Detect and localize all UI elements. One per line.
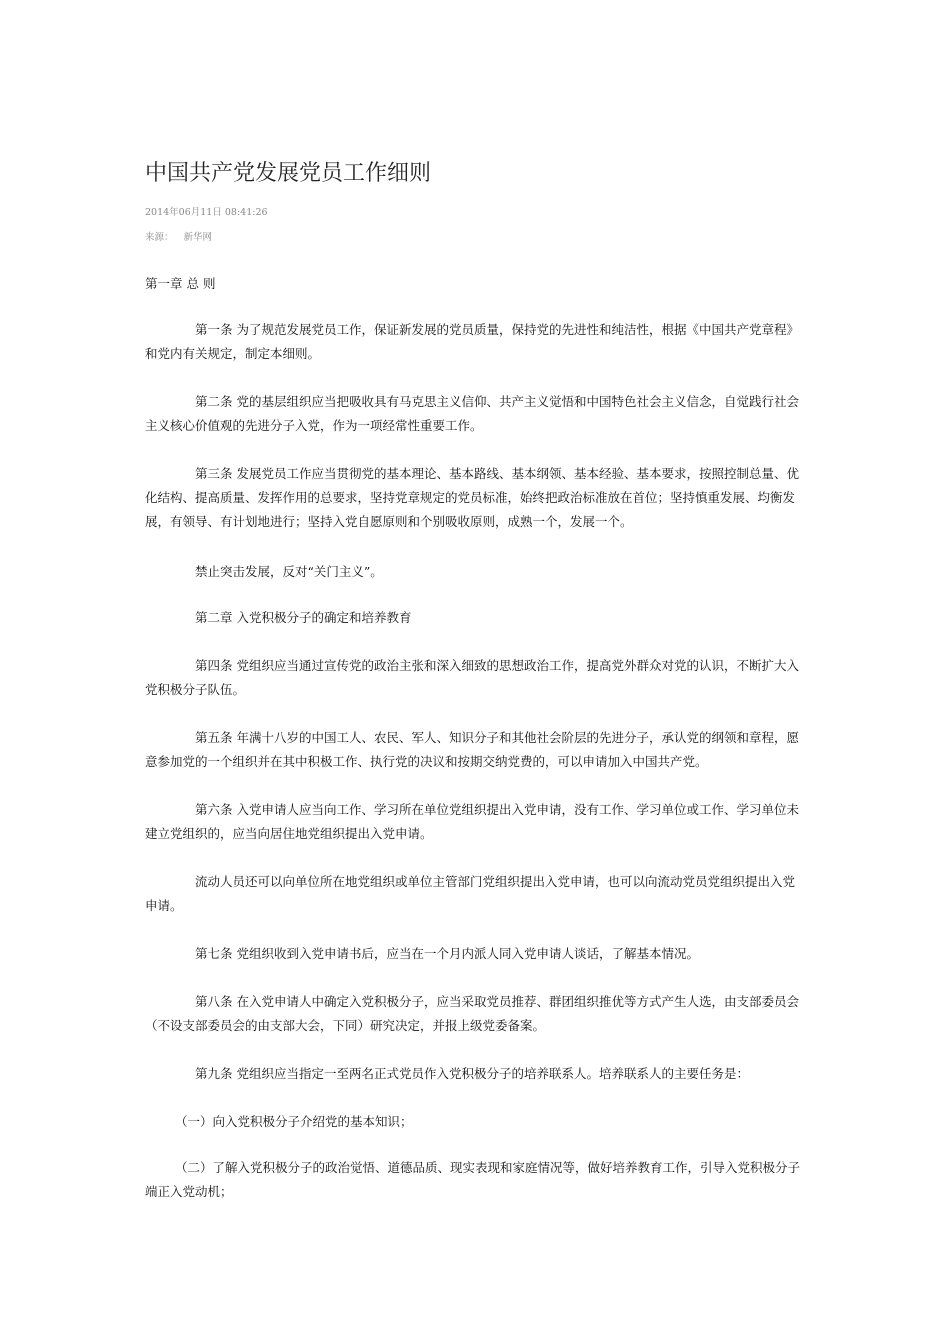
article-title: 中国共产党发展党员工作细则 <box>145 161 432 186</box>
list-item: （一）向入党积极分子介绍党的基本知识； <box>175 1114 413 1129</box>
source-label: 来源： <box>145 232 174 243</box>
source-line <box>145 229 212 243</box>
article-paragraph: 第一条 为了规范发展党员工作，保证新发展的党员质量，保持党的先进性和纯洁性，根据《中国共产党章程》和党内有关规定，制定本细则。 <box>145 322 799 361</box>
source-value: 新华网 <box>183 232 213 243</box>
chapter-heading: 第二章 入党积极分子的确定和培养教育 <box>195 610 412 625</box>
article-paragraph: 第八条 在入党申请人中确定入党积极分子，应当采取党员推荐、群团组织推优等方式产生人选，由支部委员会（不设支部委员会的由支部大会，下同）研究决定，并报上级党委备案。 <box>145 994 799 1033</box>
article-paragraph: 第六条 入党申请人应当向工作、学习所在单位党组织提出入党申请，没有工作、学习单位或工作、学习单位未建立党组织的，应当向居住地党组织提出入党申请。 <box>145 802 799 841</box>
article-paragraph: 第三条 发展党员工作应当贯彻党的基本理论、基本路线、基本纲领、基本经验、基本要求，按照控制总量、优化结构、提高质量、发挥作用的总要求，坚持党章规定的党员标准，始终把政治标准放在首位；坚持慎重发展、均衡发展，有领导、有计划地进行；坚持入党自愿原则和个别吸收原则，成熟一个，发展一个。 <box>145 466 799 529</box>
publish-date: 2014年06月11日 08:41:26 <box>145 207 268 218</box>
article-paragraph: 第九条 党组织应当指定一至两名正式党员作入党积极分子的培养联系人。培养联系人的主要任务是： <box>195 1066 749 1081</box>
chapter-heading: 第一章 总 则 <box>145 276 216 291</box>
article-paragraph: 第七条 党组织收到入党申请书后，应当在一个月内派人同入党申请人谈话，了解基本情况。 <box>195 946 699 961</box>
article-paragraph: 禁止突击发展，反对“关门主义”。 <box>195 564 383 579</box>
article-paragraph: 第五条 年满十八岁的中国工人、农民、军人、知识分子和其他社会阶层的先进分子，承认党的纲领和章程，愿意参加党的一个组织并在其中积极工作、执行党的决议和按期交纳党费的，可以申请加入中国共产党。 <box>145 730 799 769</box>
article-paragraph: 第四条 党组织应当通过宣传党的政治主张和深入细致的思想政治工作，提高党外群众对党的认识，不断扩大入党积极分子队伍。 <box>145 658 799 697</box>
list-item: （二）了解入党积极分子的政治觉悟、道德品质、现实表现和家庭情况等，做好培养教育工作，引导入党积极分子端正入党动机； <box>145 1160 801 1199</box>
article-paragraph: 第二条 党的基层组织应当把吸收具有马克思主义信仰、共产主义觉悟和中国特色社会主义信念，自觉践行社会主义核心价值观的先进分子入党，作为一项经常性重要工作。 <box>145 394 799 433</box>
article-paragraph: 流动人员还可以向单位所在地党组织或单位主管部门党组织提出入党申请，也可以向流动党员党组织提出入党申请。 <box>145 874 796 913</box>
